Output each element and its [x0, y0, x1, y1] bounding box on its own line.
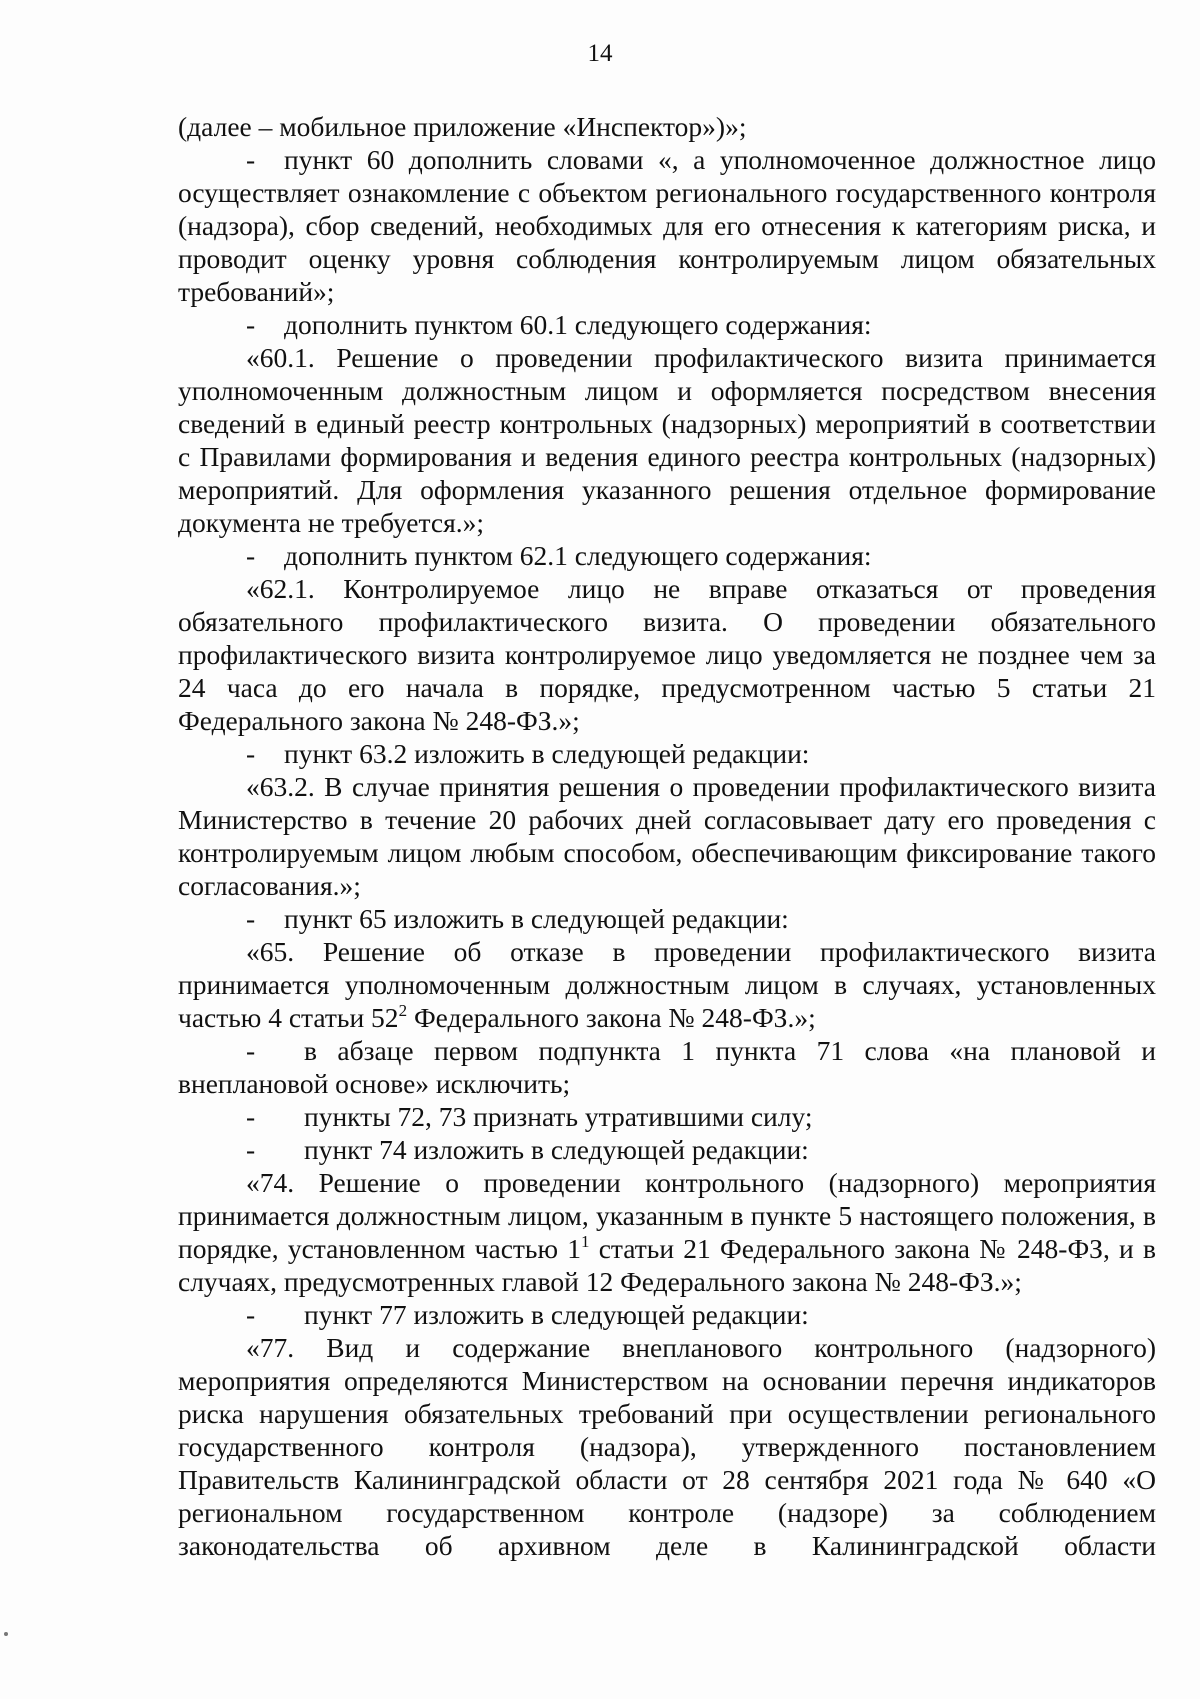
list-item: - пункт 60 дополнить словами «, а уполномоченное должностное лицо осуществляет ознакомление с объектом регионального государственного контроля (надзора), сбор сведений, необходимых для его отнесения к категориям риска, и проводит оценку уровня соблюдения контролируемым лицом обязательных требований»; [178, 144, 1156, 307]
quoted-paragraph: «60.1. Решение о проведении профилактического визита принимается уполномоченным должностным лицом и оформляется посредством внесения сведений в единый реестр контрольных (надзорных) мероприятий в соответствии с Правилами формирования и ведения единого реестра контрольных (надзорных) мероприятий. Для оформления указанного решения отдельное формирование документа не требуется.»; [178, 342, 1156, 538]
page-number: 14 [587, 40, 613, 67]
scan-artifact [4, 1632, 8, 1636]
list-item: - пункт 74 изложить в следующей редакции: [246, 1134, 809, 1165]
paragraph: (далее – мобильное приложение «Инспектор»)»; [178, 111, 747, 142]
quoted-paragraph: «65. Решение об отказе в проведении профилактического визита принимается уполномоченным должностным лицом в случаях, установленных частью 4 статьи $52^2$ Федерального закона № 248-ФЗ.»; [178, 936, 1156, 1033]
quoted-paragraph: «77. Вид и содержание внепланового контрольного (надзорного) мероприятия определяются Министерством на основании перечня индикаторов риска нарушения обязательных требований при осуществлении регионального государственного контроля (надзора), утвержденного постановлением Правительств Калининградской области от 28 сентября 2021 года № 640 «О региональном государственном контроле (надзоре) за соблюдением законодательства об архивном деле в Калининградской области [178, 1332, 1156, 1561]
document-body [178, 110, 1156, 1562]
dash-bullet: - [246, 738, 256, 769]
dash-bullet: - [246, 144, 256, 175]
quoted-paragraph: «62.1. Контролируемое лицо не вправе отказаться от проведения обязательного профилактического визита. О проведении обязательного профилактического визита контролируемое лицо уведомляется не позднее чем за 24 часа до его начала в порядке, предусмотренном частью 5 статьи 21 Федерального закона № 248-ФЗ.»; [178, 573, 1156, 736]
dash-bullet: - [246, 1134, 256, 1165]
dash-bullet: - [246, 309, 256, 340]
dash-bullet: - [246, 1035, 256, 1066]
dash-bullet: - [246, 540, 256, 571]
quoted-paragraph: «63.2. В случае принятия решения о проведении профилактического визита Министерство в течение 20 рабочих дней согласовывает дату его проведения с контролируемым лицом любым способом, обеспечивающим фиксирование такого согласования.»; [178, 771, 1156, 901]
dash-bullet: - [246, 1299, 256, 1330]
list-item: - пункты 72, 73 признать утратившими силу; [246, 1101, 813, 1132]
list-item: - пункт 63.2 изложить в следующей редакции: [246, 738, 810, 769]
list-item: - дополнить пунктом 60.1 следующего содержания: [246, 309, 872, 340]
list-item: - пункт 77 изложить в следующей редакции: [246, 1299, 809, 1330]
list-item: - в абзаце первом подпункта 1 пункта 71 слова «на плановой и внеплановой основе» исключить; [178, 1035, 1156, 1099]
dash-bullet: - [246, 1101, 256, 1132]
dash-bullet: - [246, 903, 256, 934]
list-item: - дополнить пунктом 62.1 следующего содержания: [246, 540, 872, 571]
list-item: - пункт 65 изложить в следующей редакции: [246, 903, 789, 934]
quoted-paragraph: «74. Решение о проведении контрольного (надзорного) мероприятия принимается должностным лицом, указанным в пункте 5 настоящего положения, в порядке, установленном частью $1^1$ статьи 21 Федерального закона № 248-ФЗ, и в случаях, предусмотренных главой 12 Федерального закона № 248-ФЗ.»; [178, 1167, 1156, 1297]
superscript: 1 [581, 1232, 590, 1251]
superscript: 2 [398, 1001, 408, 1020]
